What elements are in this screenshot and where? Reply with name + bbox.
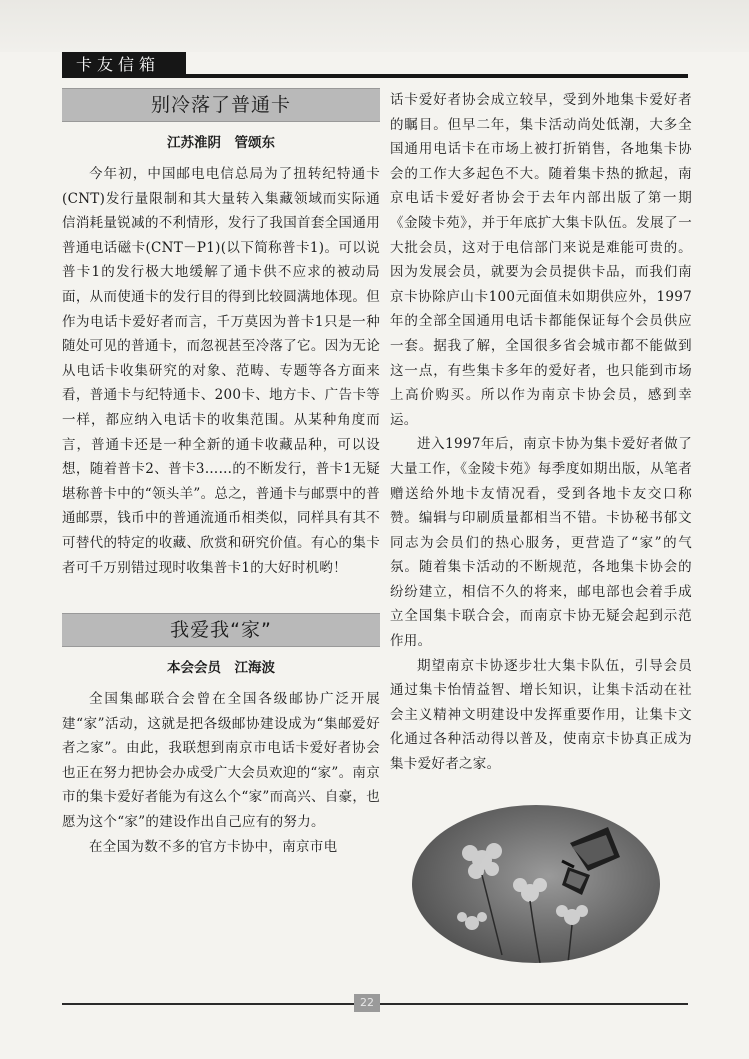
page-top-band <box>0 0 749 52</box>
article2-paragraph: 在全国为数不多的官方卡协中，南京市电 <box>89 838 338 855</box>
article1-byline: 江苏淮阴 管颂东 <box>167 135 275 151</box>
article2-paragraph: 进入1997年后，南京卡协为集卡爱好者做了大量工作，《金陵卡苑》每季度如期出版，从笔者赠送给外地卡友情况看，受到各地卡友交口称赞。编辑与印刷质量都相当不错。卡协秘书郁文同志为会员们的热心服务，更营造了“家”的气氛。随着集卡活动的不断规范，各地集卡协会的纷纷建立，相信不久的将来，邮电部也会着手成立全国集卡联合会，而南京卡协无疑会起到示范作用。 <box>390 436 692 650</box>
butterfly-flower-photo <box>412 805 660 963</box>
section-header: 卡友信箱 <box>62 52 186 78</box>
article2-paragraph: 期望南京卡协逐步壮大集卡队伍，引导会员通过集卡怡情益智、增长知识，让集卡活动在社会主义精神文明建设中发挥重要作用，让集卡文化通过各种活动得以普及，使南京卡协真正成为集卡爱好者之家。 <box>390 657 692 773</box>
article2-paragraph: 话卡爱好者协会成立较早，受到外地集卡爱好者的瞩目。但早二年，集卡活动尚处低潮，大多全国通用电话卡在市场上被打折销售，各地集卡协会的工作大多起色不大。随着集卡热的掀起，南京电话卡爱好者协会于去年内部出版了第一期《金陵卡苑》，并于年底扩大集卡队伍。发展了一大批会员，这对于电信部门来说是难能可贵的。因为发展会员，就要为会员提供卡品，而我们南京卡协除庐山卡100元面值未如期供应外，1997年的全部全国通用电话卡都能保证每个会员供应一套。据我了解，全国很多省会城市都不能做到这一点，有些集卡多年的爱好者，也只能到市场上高价购买。所以作为南京卡协会员，感到幸运。 <box>390 92 692 428</box>
section-rule <box>62 74 688 78</box>
left-column <box>62 88 380 859</box>
article2-title: 我爱我“家” <box>62 613 380 647</box>
article2-byline: 本会会员 江海波 <box>167 660 275 677</box>
article2-paragraph: 全国集邮联合会曾在全国各级邮协广泛开展建“家”活动，这就是把各级邮协建设成为“集邮爱好者之家”。由此，我联想到南京市电话卡爱好者协会也正在努力把协会办成受广大会员欢迎的“家”。南京市的集卡爱好者能为有这么个“家”而高兴、自豪，也愿为这个“家”的建设作出自己应有的努力。 <box>62 691 381 831</box>
article-gap <box>62 580 380 613</box>
butterfly-icon <box>562 827 620 895</box>
page-number: 22 <box>354 994 380 1012</box>
article1-title: 别冷落了普通卡 <box>62 88 380 122</box>
article1-paragraph: 今年初，中国邮电电信总局为了扭转纪特通卡(CNT)发行量限制和其大量转入集藏领域而实际通信消耗量锐减的不利情形，发行了我国首套全国通用普通电话磁卡(CNT－P1)(以下简称普卡1)。可以说普卡1的发行极大地缓解了通卡供不应求的被动局面，从而使通卡的发行目的得到比较圆满地体现。但作为电话卡爱好者而言，千万莫因为普卡1只是一种随处可见的普通卡，而忽视甚至冷落了它。因为无论从电话卡收集研究的对象、范畴、专题等各方面来看，普通卡与纪特通卡、200卡、地方卡、广告卡等一样，都应纳入电话卡的收集范围。从某种角度而言，普通卡还是一种全新的通卡收藏品种，可以设想，随着普卡2、普卡3……的不断发行，普卡1无疑堪称普卡中的“领头羊”。总之，普通卡与邮票中的普通邮票，钱币中的普通流通币相类似，同样具有其不可替代的特定的收藏、欣赏和研究价值。有心的集卡者可千万别错过现时收集普卡1的大好时机哟！ <box>62 166 381 576</box>
right-column <box>390 88 692 777</box>
